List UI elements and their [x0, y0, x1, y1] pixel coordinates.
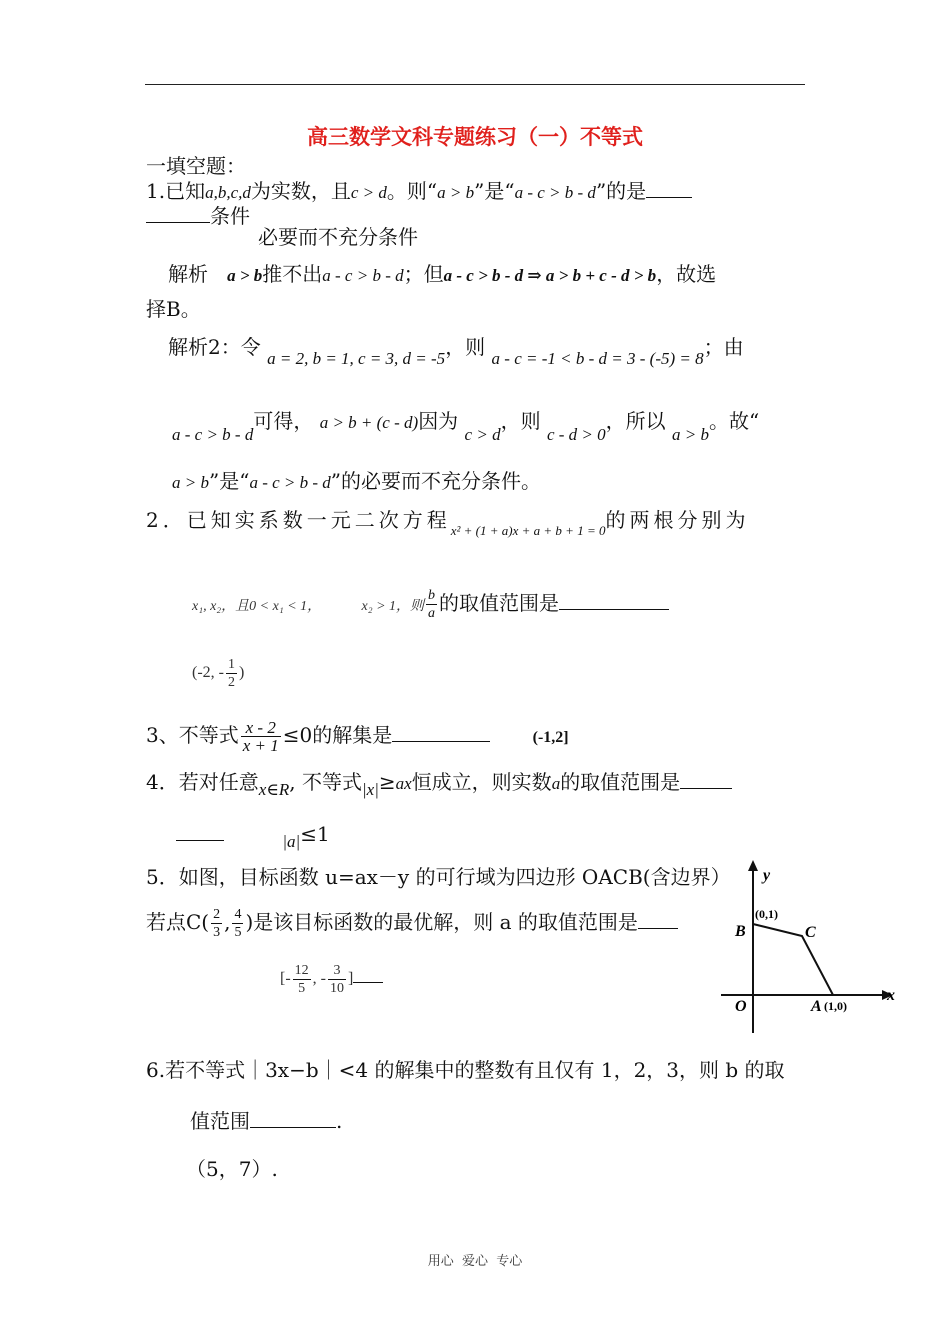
y-axis-arrow: [748, 860, 758, 871]
q2-line1: 2．已知实系数一元二次方程$_{x^2 + (1 + a)x + a + b + 1 = 0}$的两根分别为: [146, 508, 750, 538]
q3-blank: [392, 721, 490, 742]
point-b-coord: (0,1): [755, 907, 778, 921]
q1-explanation-4: a > b”是“a - c > b - d”的必要而不充分条件。: [172, 469, 542, 493]
q6-answer: （5，7）.: [186, 1157, 278, 1181]
y-axis-label: y: [763, 867, 771, 884]
feasible-region-figure: [715, 858, 900, 1036]
q3-line: 3、不等式 $\frac{x - 2}{x + 1}$ ≤0的解集是 (-1,2]: [146, 718, 569, 755]
q4-blank-1: [680, 768, 732, 789]
point-c-label: C: [805, 924, 816, 941]
q1-explanation-3: $_{a - c > b - d}$可得， a > b + (c - d)因为 $_{c > d}$，则 $_{c - d > 0}$，所以 $_{a > b}$。故“: [172, 409, 760, 444]
page-title: 高三数学文科专题练习（一）不等式: [307, 124, 643, 149]
q5-line1: 5．如图，目标函数 u=ax－y 的可行域为四边形 OACB(含边界）: [146, 865, 731, 889]
q3-fraction: $\frac{x - 2}{x + 1}$: [242, 718, 279, 755]
q1-explanation-1b: 择B。: [146, 297, 201, 321]
q1-explanation-1: 解析 a > b推不出a - c > b - d；但a - c > b - d ⇒ a > b + c - d > b，故选: [168, 262, 717, 286]
origin-label: O: [735, 998, 747, 1015]
q4-line1: 4．若对任意$_{x\in R}$, 不等式$_{|x|}$≥ax恒成立，则实数a的取值范围是: [146, 768, 732, 797]
header-rule: [145, 84, 805, 85]
q6-line2: 值范围 .: [190, 1109, 343, 1133]
q1-blank-1: [646, 177, 692, 198]
q6-blank: [250, 1107, 336, 1128]
q5-blank: [638, 908, 678, 929]
q2-fraction: $\frac{b}{a}$: [428, 588, 436, 621]
q1-answer: 必要而不充分条件: [258, 225, 418, 249]
q1-line2: 条件: [146, 202, 250, 229]
q1-line1: 1.已知a,b,c,d为实数，且c > d。则“a > b”是“a - c > b - d”的是: [146, 177, 692, 206]
q5-line2: 若点C( $\frac{2}{3}$ , $\frac{4}{5}$ )是该目标函数的最优解，则 a 的取值范围是: [146, 906, 678, 941]
point-b-label: B: [735, 923, 746, 940]
q1-explanation-2: 解析2：令 $_{a = 2, b = 1, c = 3, d = -5}$，则 $_{a - c = -1 < b - d = 3 - (-5) = 8}$；由: [168, 335, 744, 368]
point-a-coord: (1,0): [824, 999, 847, 1013]
q4-line2: $_{|a|}$≤1: [176, 820, 330, 849]
q2-answer: (-2, - $\frac{1}{2}$ ): [192, 657, 245, 690]
q4-blank-2: [176, 820, 224, 841]
point-a-label: A: [811, 998, 822, 1015]
q1-blank-2: [146, 202, 210, 223]
section-heading: 一填空题：: [146, 154, 246, 178]
page-footer: 用心 爱心 专心: [427, 1254, 523, 1269]
q2-blank: [559, 589, 669, 610]
q5-answer: [- $\frac{12}{5}$ , - $\frac{3}{10}$ ]: [280, 962, 383, 997]
q6-line1: 6.若不等式｜3x−b｜<4 的解集中的整数有且仅有 1，2，3，则 b 的取: [146, 1058, 785, 1082]
region-boundary: [753, 924, 833, 995]
q2-line2: x₁, x₂，且0 < x₁ < 1， x₂ > 1，则 $\frac{b}{a}$ 的取值范围是: [192, 587, 669, 622]
x-axis-label: x: [887, 987, 895, 1004]
